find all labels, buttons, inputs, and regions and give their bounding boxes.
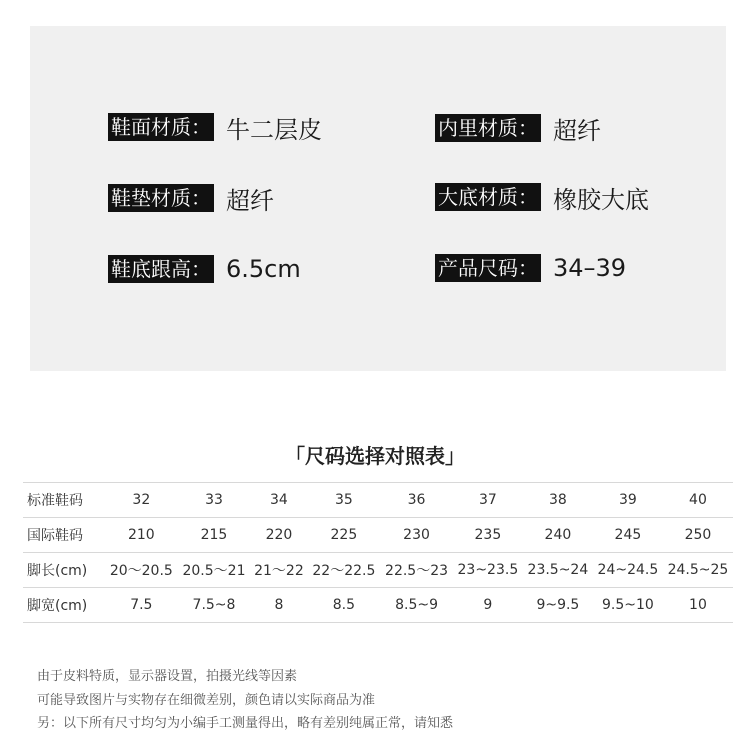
table-cell: 20～20.5 xyxy=(105,553,178,588)
table-cell: 7.5 xyxy=(105,588,178,623)
table-cell: 21～22 xyxy=(250,553,307,588)
table-cell: 33 xyxy=(178,483,251,518)
table-cell: 215 xyxy=(178,518,251,553)
table-cell: 40 xyxy=(663,483,733,518)
spec-label: 鞋垫材质： xyxy=(108,184,214,212)
spec-heel-height xyxy=(108,254,301,284)
spec-label: 内里材质： xyxy=(435,114,541,142)
row-header: 标准鞋码 xyxy=(23,483,105,518)
table-cell: 240 xyxy=(523,518,593,553)
table-cell: 37 xyxy=(453,483,523,518)
row-header: 国际鞋码 xyxy=(23,518,105,553)
table-cell: 225 xyxy=(308,518,381,553)
table-cell: 245 xyxy=(593,518,663,553)
table-cell: 10 xyxy=(663,588,733,623)
spec-lining-material xyxy=(435,113,601,143)
spec-value: 橡胶大底 xyxy=(553,185,649,214)
table-cell: 38 xyxy=(523,483,593,518)
table-row xyxy=(23,588,733,623)
size-table-title: 「尺码选择对照表」 xyxy=(285,444,465,468)
table-cell: 9.5~10 xyxy=(593,588,663,623)
table-cell: 7.5~8 xyxy=(178,588,251,623)
disclaimer-notes xyxy=(37,665,453,736)
table-cell: 35 xyxy=(308,483,381,518)
table-cell: 235 xyxy=(453,518,523,553)
spec-label: 产品尺码： xyxy=(435,254,541,282)
note-line: 可能导致图片与实物存在细微差别，颜色请以实际商品为准 xyxy=(37,692,376,708)
table-cell: 22.5～23 xyxy=(380,553,453,588)
table-cell: 9~9.5 xyxy=(523,588,593,623)
spec-outsole-material xyxy=(435,182,649,212)
spec-label: 大底材质： xyxy=(435,183,541,211)
spec-insole-material xyxy=(108,183,274,213)
table-cell: 220 xyxy=(250,518,307,553)
table-cell: 230 xyxy=(380,518,453,553)
table-cell: 32 xyxy=(105,483,178,518)
table-cell: 20.5～21 xyxy=(178,553,251,588)
table-cell: 34 xyxy=(250,483,307,518)
spec-value: 6.5cm xyxy=(226,255,301,283)
table-cell: 8.5 xyxy=(308,588,381,623)
table-cell: 8.5~9 xyxy=(380,588,453,623)
spec-value: 超纤 xyxy=(226,186,274,215)
table-cell: 250 xyxy=(663,518,733,553)
table-row xyxy=(23,553,733,588)
table-cell: 24.5~25 xyxy=(663,553,733,588)
table-cell: 24~24.5 xyxy=(593,553,663,588)
spec-value: 34–39 xyxy=(553,254,627,282)
table-cell: 9 xyxy=(453,588,523,623)
size-comparison-table xyxy=(23,482,733,623)
table-cell: 23~23.5 xyxy=(453,553,523,588)
table-cell: 39 xyxy=(593,483,663,518)
row-header: 脚长(cm) xyxy=(23,553,105,588)
table-cell: 23.5~24 xyxy=(523,553,593,588)
table-cell: 36 xyxy=(380,483,453,518)
spec-label: 鞋底跟高： xyxy=(108,255,214,283)
note-line: 另：以下所有尺寸均匀为小编手工测量得出，略有差别纯属正常，请知悉 xyxy=(37,716,454,731)
table-cell: 22～22.5 xyxy=(308,553,381,588)
table-row xyxy=(23,518,733,553)
table-cell: 8 xyxy=(250,588,307,623)
spec-label: 鞋面材质： xyxy=(108,113,214,141)
row-header: 脚宽(cm) xyxy=(23,588,105,623)
note-line: 由于皮料特质，显示器设置，拍摄光线等因素 xyxy=(37,669,298,684)
spec-value: 牛二层皮 xyxy=(226,115,322,144)
material-specs-panel xyxy=(30,26,726,371)
spec-upper-material xyxy=(108,112,322,142)
table-row xyxy=(23,483,733,518)
table-cell: 210 xyxy=(105,518,178,553)
spec-size-range xyxy=(435,253,626,283)
spec-value: 超纤 xyxy=(553,116,601,145)
